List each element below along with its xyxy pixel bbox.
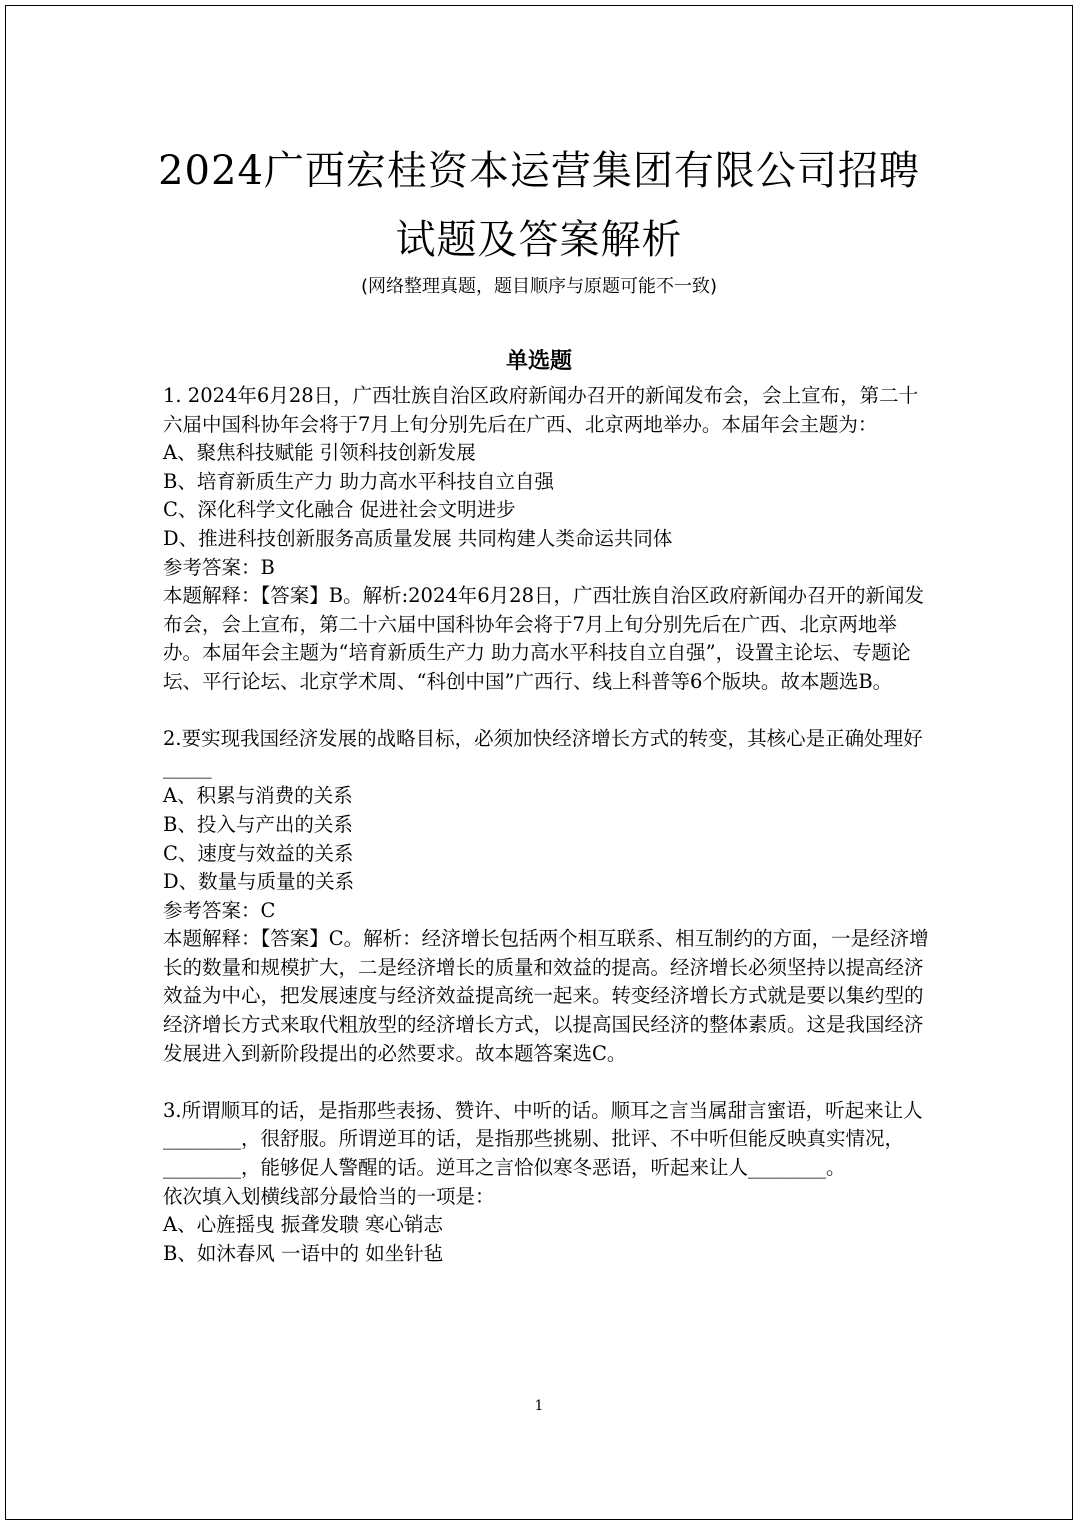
question-stem: 1. 2024年6月28日，广西壮族自治区政府新闻办召开的新闻发布会，会上宣布，第二十六届中国科协年会将于7月上旬分别先后在广西、北京两地举办。本届年会主题为： xyxy=(163,384,919,436)
question-stem: 3.所谓顺耳的话，是指那些表扬、赞许、中听的话。顺耳之言当属甜言蜜语，听起来让人________，很舒服。所谓逆耳的话，是指那些挑剔、批评、不中听但能反映真实情况，________，能够促人警醒的话。逆耳之言恰似寒冬恶语，听起来让人________。 xyxy=(163,1098,923,1180)
answer-explanation: 本题解释：【答案】B。解析:2024年6月28日，广西壮族自治区政府新闻办召开的新闻发布会，会上宣布，第二十六届中国科协年会将于7月上旬分别先后在广西、北京两地举办。本届年会主题为“培育新质生产力 助力高水平科技自立自强”，设置主论坛、专题论坛、平行论坛、北京学术周、“科创中国”广西行、线上科普等6个版块。故本题选B。 xyxy=(163,584,924,693)
option-item: D、推进科技创新服务高质量发展 共同构建人类命运共同体 xyxy=(163,526,673,550)
option-item: B、如沐春风 一语中的 如坐针毡 xyxy=(163,1241,444,1265)
option-item: C、深化科学文化融合 促进社会文明进步 xyxy=(163,498,516,522)
question-spacer xyxy=(163,1068,933,1097)
answer-explanation: 本题解释：【答案】C。解析：经济增长包括两个相互联系、相互制约的方面，一是经济增长的数量和规模扩大，二是经济增长的质量和效益的提高。经济增长必须坚持以提高经济效益为中心，把发展速度与经济效益提高统一起来。转变经济增长方式就是要以集约型的经济增长方式来取代粗放型的经济增长方式，以提高国民经济的整体素质。这是我国经济发展进入到新阶段提出的必然要求。故本题答案选C。 xyxy=(163,927,929,1065)
question-block xyxy=(163,382,933,697)
document-page xyxy=(5,5,1073,1520)
document-title-line1: 2024广西宏桂资本运营集团有限公司招聘 xyxy=(158,148,920,194)
option-item: A、聚焦科技赋能 引领科技创新发展 xyxy=(163,441,476,465)
question-block xyxy=(163,725,933,1068)
questions-body xyxy=(163,382,933,1268)
reference-answer: 参考答案：C xyxy=(163,898,276,922)
option-item: C、速度与效益的关系 xyxy=(163,841,354,865)
question-prompt: 依次填入划横线部分最恰当的一项是： xyxy=(163,1184,495,1208)
document-subtitle: (网络整理真题，题目顺序与原题可能不一致) xyxy=(360,276,718,297)
page-number: 1 xyxy=(534,1398,544,1414)
option-item: B、投入与产出的关系 xyxy=(163,812,353,836)
question-block xyxy=(163,1097,933,1269)
document-title-line2: 试题及答案解析 xyxy=(395,217,683,263)
option-item: D、数量与质量的关系 xyxy=(163,870,355,894)
option-item: A、积累与消费的关系 xyxy=(163,784,353,808)
option-item: A、心旌摇曳 振聋发聩 寒心销志 xyxy=(163,1213,443,1237)
question-stem: 2.要实现我国经济发展的战略目标，必须加快经济增长方式的转变，其核心是正确处理好_____ xyxy=(163,727,923,779)
reference-answer: 参考答案：B xyxy=(163,555,275,579)
option-item: B、培育新质生产力 助力高水平科技自立自强 xyxy=(163,469,555,493)
section-heading: 单选题 xyxy=(505,348,572,374)
question-spacer xyxy=(163,697,933,726)
